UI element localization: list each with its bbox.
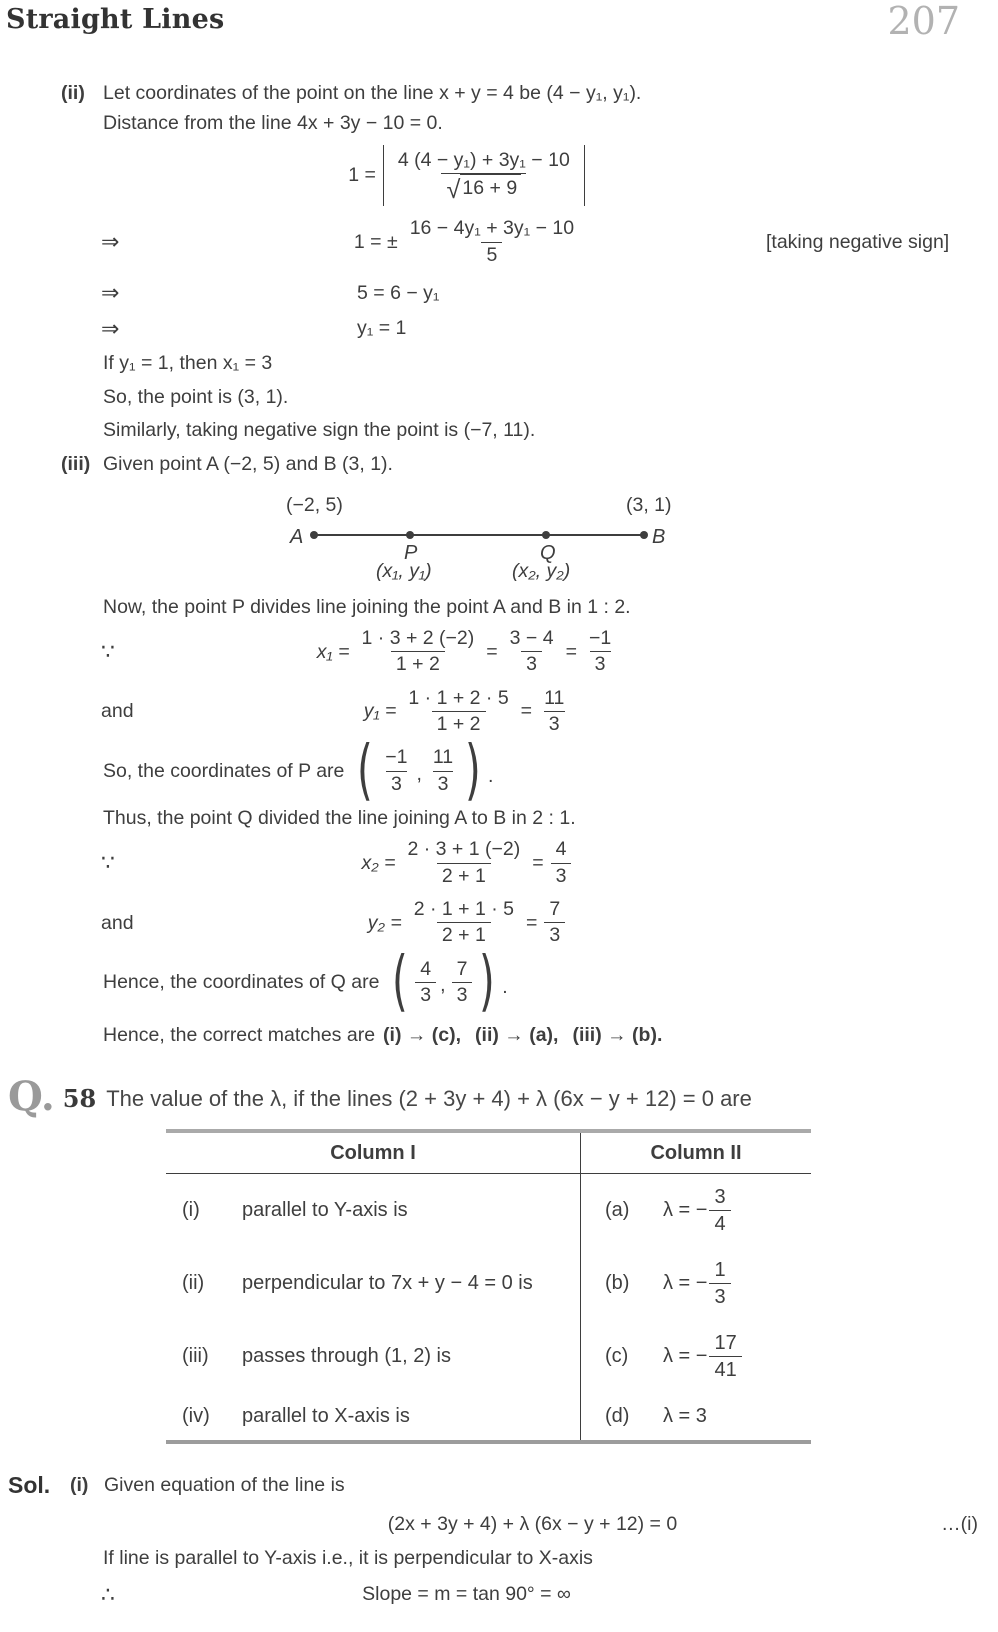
fraction-numerator: 1 · 3 + 2 (−2) — [361, 626, 475, 649]
equation-body — [167, 837, 766, 889]
part-iii-label: (iii) — [61, 453, 91, 476]
fraction — [409, 897, 519, 949]
row-number: (i) — [182, 1199, 200, 1222]
equation-distance — [101, 145, 978, 207]
because-symbol: ∵ — [101, 638, 115, 664]
part-ii-label: (ii) — [61, 82, 85, 104]
fraction — [709, 1330, 741, 1383]
fraction — [415, 957, 436, 1009]
fraction-denominator: 3 — [544, 711, 565, 737]
point-label-a: A — [290, 525, 304, 548]
implies-symbol: ⇒ — [101, 315, 120, 341]
fraction-denominator: 3 — [415, 982, 436, 1008]
q-coordinates-line — [103, 943, 988, 1021]
part-iii-intro — [61, 451, 988, 477]
option-value — [663, 1184, 731, 1237]
close-paren: ) — [465, 731, 481, 809]
point-label-q: Q — [540, 541, 556, 564]
correct-matches-line — [103, 1022, 988, 1048]
question-58 — [8, 1072, 988, 1120]
slope-equation: Slope = m = tan 90° = ∞ — [362, 1583, 571, 1606]
coord-label-a: (−2, 5) — [286, 493, 343, 516]
page-header — [6, 2, 988, 48]
fraction-denominator: 2 + 1 — [437, 863, 491, 889]
fraction — [380, 745, 412, 797]
line-segment-diagram — [284, 484, 684, 588]
fraction-numerator: 1 · 1 + 2 · 5 — [408, 686, 509, 709]
fraction-denominator: 1 + 2 — [391, 651, 445, 677]
part-ii-line1: Let coordinates of the point on the line x + y = 4 be (4 − y₁, y₁). — [103, 82, 642, 104]
equals-sign: = — [520, 700, 533, 723]
fraction — [452, 957, 473, 1009]
equation-step4 — [101, 314, 978, 344]
row-number: (ii) — [182, 1272, 205, 1295]
part-iii-line4: Thus, the point Q divided the line joining A to B in 2 : 1. — [103, 807, 576, 829]
radical-sign: √ — [446, 175, 461, 204]
option-value — [663, 1330, 742, 1383]
option-letter: (d) — [605, 1405, 630, 1428]
fraction-denominator: 3 — [551, 863, 572, 889]
therefore-symbol: ∴ — [101, 1581, 115, 1607]
fraction — [403, 686, 513, 738]
equation-y2 — [101, 897, 978, 949]
p-line-text: So, the coordinates of P are — [103, 760, 345, 782]
option-letter: (c) — [605, 1345, 629, 1368]
fraction-denominator: 3 — [452, 982, 473, 1008]
equation-y1 — [101, 686, 978, 738]
equation-body — [167, 897, 766, 949]
fraction-denominator: 3 — [544, 922, 565, 948]
fraction-denominator: 4 — [709, 1210, 730, 1237]
lambda-expression: λ = − — [663, 1199, 708, 1222]
sol-line2: If line is parallel to Y-axis i.e., it is perpendicular to X-axis — [103, 1547, 593, 1570]
row-text: parallel to X-axis is — [242, 1405, 410, 1428]
fraction-denominator: 3 — [386, 771, 407, 797]
column-ii-cell — [580, 1247, 811, 1320]
fraction — [393, 148, 575, 204]
row-text: parallel to Y-axis is — [242, 1199, 408, 1222]
column-i-cell — [166, 1174, 580, 1247]
fraction-numerator: 4 — [420, 957, 432, 980]
lambda-expression: λ = − — [663, 1345, 708, 1368]
fraction-denominator: 2 + 1 — [437, 922, 491, 948]
open-paren: ( — [392, 943, 409, 1021]
lambda-expression: λ = − — [663, 1272, 708, 1295]
fraction-numerator: 4 — [555, 838, 567, 861]
question-text: The value of the λ, if the lines (2 + 3y + 4) + λ (6x − y + 12) = 0 are — [106, 1085, 752, 1111]
equation-body — [167, 686, 766, 738]
point-q-coords: (x₂, y₂) — [512, 559, 571, 582]
fraction-numerator: 16 − 4y₁ + 3y₁ − 10 — [409, 217, 575, 240]
eqy1-lhs: y₁ = — [363, 700, 397, 723]
point-label-b: B — [652, 525, 666, 548]
fraction-denominator: 3 — [590, 651, 611, 677]
because-symbol: ∵ — [101, 850, 115, 876]
p-coordinates-line — [103, 731, 988, 809]
fraction-numerator: 11 — [544, 686, 565, 709]
radicand: 16 + 9 — [460, 174, 521, 201]
equation-body — [167, 626, 766, 678]
side-note: [taking negative sign] — [766, 231, 950, 253]
part-ii-line4: So, the point is (3, 1). — [103, 385, 289, 408]
equals-sign: = — [526, 911, 538, 934]
equation-body — [167, 145, 766, 207]
fraction-denominator: 1 + 2 — [432, 711, 486, 737]
fraction — [405, 216, 579, 268]
fraction — [539, 686, 569, 738]
fraction-numerator: −1 — [385, 746, 408, 769]
open-paren: ( — [357, 731, 374, 809]
absolute-value-group — [383, 145, 585, 207]
point-dot-p — [406, 531, 414, 539]
equation-reference: …(i) — [941, 1513, 978, 1536]
fraction-numerator: 3 — [714, 1186, 726, 1209]
part-ii-line3: If y₁ = 1, then x₁ = 3 — [103, 352, 273, 375]
equation-x2 — [101, 837, 978, 889]
sol-equation-row — [101, 1511, 978, 1537]
period: . — [502, 976, 508, 999]
table-row — [166, 1174, 811, 1247]
fraction-numerator: 3 − 4 — [509, 626, 554, 649]
fraction-numerator: 2 · 3 + 1 (−2) — [407, 838, 521, 861]
eq1-lhs: 1 = — [348, 164, 376, 187]
part-iii-line2: Now, the point P divides line joining the point A and B in 1 : 2. — [103, 595, 631, 618]
part-ii-text — [103, 80, 988, 137]
fraction — [544, 897, 565, 949]
fraction-numerator: 7 — [456, 957, 468, 980]
sol-line1: Given equation of the line is — [104, 1474, 345, 1497]
fraction-numerator: 1 — [714, 1259, 726, 1282]
row-number: (iii) — [182, 1345, 209, 1368]
match-3: (iii) → (b). — [572, 1024, 663, 1047]
column-i-cell — [166, 1393, 580, 1440]
column-i-header: Column I — [330, 1142, 416, 1165]
fraction — [584, 626, 616, 678]
table-header-row — [166, 1133, 811, 1174]
part-ii-intro — [61, 80, 988, 137]
equals-sign: = — [565, 640, 577, 663]
fraction — [709, 1257, 730, 1310]
sol-part-label: (i) — [70, 1474, 89, 1497]
lambda-expression: λ = 3 — [663, 1405, 707, 1428]
fraction — [428, 745, 458, 797]
fraction — [505, 626, 559, 678]
row-number: (iv) — [182, 1405, 210, 1428]
point-p-coords: (x₁, y₁) — [376, 559, 432, 582]
coord-label-b: (3, 1) — [626, 493, 672, 516]
page-number: 207 — [887, 0, 960, 43]
point-label-p: P — [404, 541, 418, 564]
eq2-lhs: 1 = ± — [353, 231, 398, 253]
option-value — [663, 1257, 731, 1310]
row-text: passes through (1, 2) is — [242, 1345, 451, 1368]
table-row — [166, 1247, 811, 1320]
column-i-cell — [166, 1247, 580, 1320]
equals-sign: = — [532, 852, 544, 874]
and-word: and — [101, 700, 134, 723]
close-paren: ) — [479, 943, 496, 1021]
fraction-denominator: 41 — [709, 1356, 741, 1383]
eqy2-lhs: y₂ = — [367, 911, 402, 934]
eqx1-lhs: x₁ = — [316, 640, 350, 663]
column-ii-cell — [580, 1320, 811, 1393]
q-line-text: Hence, the coordinates of Q are — [103, 971, 380, 994]
question-marker: Q. — [8, 1072, 55, 1120]
question-number: 58 — [62, 1083, 97, 1113]
period: . — [488, 764, 494, 787]
table-row — [166, 1393, 811, 1440]
segment-line — [313, 534, 645, 537]
fraction-denominator — [441, 173, 526, 203]
part-ii-line2: Distance from the line 4x + 3y − 10 = 0. — [103, 112, 443, 135]
option-letter: (b) — [605, 1272, 630, 1295]
fraction-denominator: 3 — [521, 651, 542, 677]
implies-symbol: ⇒ — [101, 280, 120, 305]
fraction — [403, 837, 526, 889]
fraction-denominator: 3 — [433, 771, 454, 797]
equals-sign: = — [486, 640, 498, 663]
equation-body — [167, 216, 766, 268]
implies-symbol: ⇒ — [101, 229, 120, 255]
sol-label: Sol. — [8, 1472, 51, 1499]
equation-step3 — [101, 278, 978, 308]
fraction-denominator: 3 — [709, 1283, 730, 1310]
comma: , — [416, 762, 422, 785]
point-dot-q — [542, 531, 550, 539]
fraction-numerator: 2 · 1 + 1 · 5 — [413, 898, 514, 920]
fraction — [551, 837, 572, 889]
and-word: and — [101, 911, 134, 934]
fraction — [357, 626, 480, 678]
table-row — [166, 1320, 811, 1393]
fraction-denominator: 5 — [481, 242, 502, 268]
fraction-numerator: 11 — [432, 746, 454, 769]
equation-body: 5 = 6 − y₁ — [357, 281, 440, 304]
column-ii-header: Column II — [580, 1133, 811, 1173]
match-1: (i) → (c), — [383, 1024, 462, 1047]
chapter-title: Straight Lines — [6, 4, 225, 35]
equation-body: y₁ = 1 — [357, 317, 407, 340]
eqx2-lhs: x₂ = — [361, 852, 396, 874]
match-columns-table — [166, 1129, 811, 1444]
part-iii-line1: Given point A (−2, 5) and B (3, 1). — [103, 453, 393, 476]
comma: , — [440, 974, 446, 997]
fraction-numerator: 4 (4 − y₁) + 3y₁ − 10 — [397, 148, 570, 171]
option-value — [663, 1403, 707, 1430]
fraction-numerator: −1 — [588, 626, 612, 649]
row-text: perpendicular to 7x + y − 4 = 0 is — [242, 1272, 533, 1295]
fraction — [709, 1184, 730, 1237]
column-ii-cell — [580, 1174, 811, 1247]
part-ii-line5: Similarly, taking negative sign the point is (−7, 11). — [103, 419, 536, 441]
fraction-numerator: 17 — [714, 1332, 737, 1355]
fraction-numerator: 7 — [549, 898, 561, 920]
equation-pm — [101, 216, 978, 268]
solution-section — [8, 1470, 988, 1501]
point-dot-a — [310, 531, 318, 539]
equation-x1 — [101, 626, 978, 678]
column-i-cell — [166, 1320, 580, 1393]
match-2: (ii) → (a), — [475, 1024, 559, 1047]
slope-equation-row — [101, 1580, 978, 1610]
matches-prefix: Hence, the correct matches are — [103, 1024, 376, 1047]
square-root-group — [446, 174, 521, 204]
sol-equation: (2x + 3y + 4) + λ (6x − y + 12) = 0 — [387, 1513, 678, 1536]
option-letter: (a) — [605, 1199, 630, 1222]
point-dot-b — [640, 531, 648, 539]
column-ii-cell — [580, 1393, 811, 1440]
